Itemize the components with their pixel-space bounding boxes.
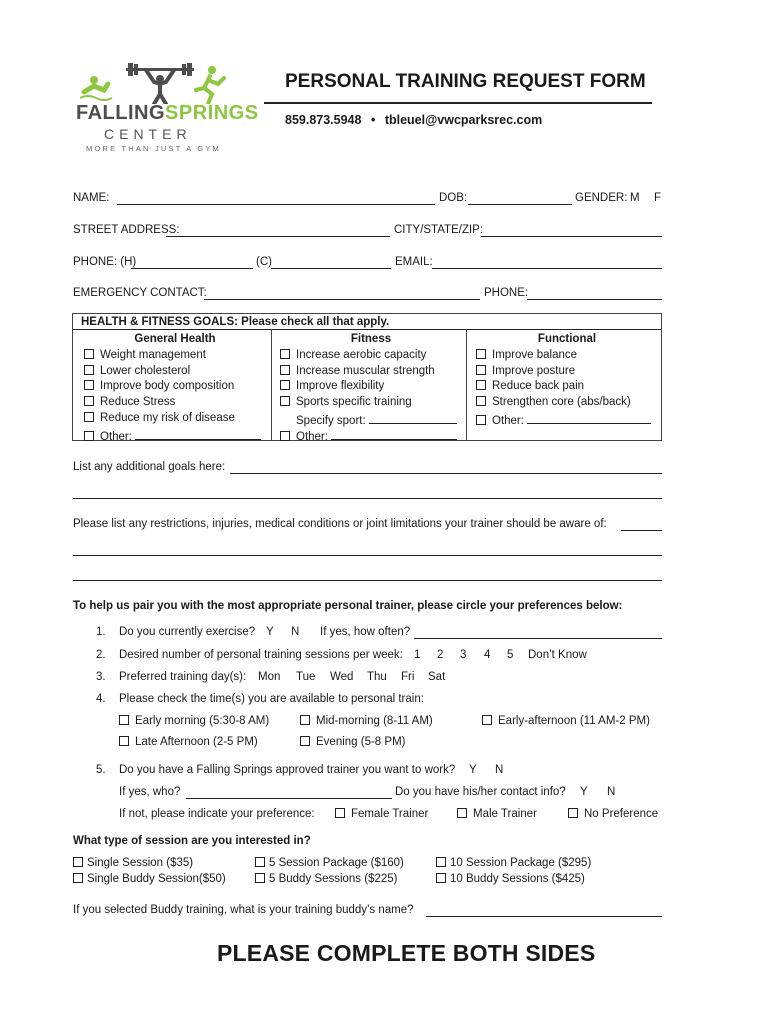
- session-heading: What type of session are you interested in?: [73, 835, 311, 847]
- general-health-title: General Health: [134, 333, 216, 345]
- time-label: Mid-morning (8-11 AM): [316, 715, 433, 727]
- day-mon[interactable]: Mon: [258, 671, 281, 683]
- goal-aerobic[interactable]: [280, 348, 462, 364]
- checkbox[interactable]: [280, 396, 290, 406]
- specify-sport-label: Specify sport:: [296, 414, 366, 427]
- restrictions-field-1[interactable]: [621, 530, 662, 531]
- goal-label: Weight management: [100, 348, 206, 361]
- goal-label: Lower cholesterol: [100, 364, 191, 377]
- q1-number: 1.: [96, 626, 106, 638]
- goal-label: Increase aerobic capacity: [296, 348, 427, 361]
- q5-if-not: If not, please indicate your preference:: [119, 808, 315, 820]
- day-fri[interactable]: Fri: [401, 671, 415, 683]
- goal-body-comp[interactable]: [84, 379, 266, 395]
- q2-option-1[interactable]: 1: [414, 649, 421, 661]
- checkbox[interactable]: [119, 736, 129, 746]
- goal-label: Sports specific training: [296, 396, 412, 409]
- time-early-morning[interactable]: [119, 715, 269, 727]
- session-10-package[interactable]: [436, 857, 591, 869]
- logo: [76, 60, 259, 156]
- functional-other-field[interactable]: [527, 411, 651, 424]
- time-label: Late Afternoon (2-5 PM): [135, 736, 258, 748]
- phone-c-label: (C): [256, 256, 272, 268]
- checkbox[interactable]: [84, 412, 94, 422]
- email-field[interactable]: [432, 268, 662, 269]
- goals-divider-2: [466, 329, 467, 440]
- logo-name-part2: SPRINGS: [165, 102, 259, 124]
- time-label: Early morning (5:30-8 AM): [135, 715, 270, 727]
- checkbox[interactable]: [568, 808, 578, 818]
- goal-label: Improve balance: [492, 348, 578, 361]
- checkbox[interactable]: [436, 857, 446, 867]
- city-field[interactable]: [481, 236, 662, 237]
- checkbox[interactable]: [482, 715, 492, 725]
- goals-divider-1: [271, 329, 272, 440]
- goal-label: Improve flexibility: [296, 380, 385, 393]
- street-field[interactable]: [166, 236, 390, 237]
- checkbox[interactable]: [476, 365, 486, 375]
- q3-text: Preferred training day(s):: [119, 671, 247, 683]
- q4-number: 4.: [96, 693, 106, 705]
- goals-table: [72, 313, 662, 441]
- additional-goals-field-2[interactable]: [73, 498, 662, 499]
- q2-option-3[interactable]: 3: [460, 649, 467, 661]
- q1-yes[interactable]: Y: [266, 626, 274, 638]
- form-title: PERSONAL TRAINING REQUEST FORM: [285, 71, 646, 92]
- functional-title: Functional: [537, 333, 597, 345]
- q5-contact-no[interactable]: N: [607, 786, 616, 798]
- goal-balance[interactable]: [476, 348, 658, 364]
- phone-c-field[interactable]: [271, 268, 391, 269]
- session-single[interactable]: [73, 857, 193, 869]
- pref-label: Female Trainer: [351, 808, 429, 820]
- q5-who-field[interactable]: [186, 798, 392, 799]
- emergency-phone-label: PHONE:: [484, 287, 529, 299]
- time-early-afternoon[interactable]: [482, 715, 650, 727]
- time-label: Early-afternoon (11 AM-2 PM): [498, 715, 650, 727]
- q5-text: Do you have a Falling Springs approved trainer you want to work?: [119, 764, 456, 776]
- goal-core[interactable]: [476, 395, 658, 411]
- time-evening[interactable]: [300, 736, 405, 748]
- q1-no[interactable]: N: [291, 626, 300, 638]
- goal-disease[interactable]: [84, 411, 266, 427]
- goal-posture[interactable]: [476, 364, 658, 380]
- session-label: 5 Session Package ($160): [269, 857, 404, 869]
- goals-heading-rule: [73, 329, 661, 330]
- checkbox[interactable]: [280, 431, 290, 441]
- pref-no-preference[interactable]: [568, 808, 658, 820]
- gender-m[interactable]: M: [630, 192, 640, 204]
- day-wed[interactable]: Wed: [330, 671, 354, 683]
- q1-text: Do you currently exercise?: [119, 626, 256, 638]
- checkbox[interactable]: [119, 715, 129, 725]
- session-label: 10 Session Package ($295): [450, 857, 592, 869]
- goal-general-other[interactable]: [84, 427, 266, 443]
- q5-contact-yes[interactable]: Y: [580, 786, 588, 798]
- session-5-buddy[interactable]: [255, 873, 398, 885]
- q5-number: 5.: [96, 764, 106, 776]
- q2-option-5[interactable]: 5: [507, 649, 514, 661]
- gender-label: GENDER:: [575, 192, 628, 204]
- restrictions-label: Please list any restrictions, injuries, medical conditions or joint limitations your trainer should be aware of:: [73, 518, 607, 530]
- time-mid-morning[interactable]: [300, 715, 433, 727]
- checkbox[interactable]: [457, 808, 467, 818]
- time-late-afternoon[interactable]: [119, 736, 258, 748]
- email-label: EMAIL:: [395, 256, 433, 268]
- restrictions-field-3[interactable]: [73, 580, 662, 581]
- dob-label: DOB:: [439, 192, 468, 204]
- checkbox[interactable]: [300, 736, 310, 746]
- q5-who-label: If yes, who?: [119, 786, 181, 798]
- checkbox[interactable]: [300, 715, 310, 725]
- logo-tagline: MORE THAN JUST A GYM: [86, 144, 221, 153]
- additional-goals-label: List any additional goals here:: [73, 461, 226, 473]
- goal-label: Strengthen core (abs/back): [492, 396, 631, 409]
- emergency-field[interactable]: [204, 299, 480, 300]
- day-sat[interactable]: Sat: [428, 671, 446, 683]
- title-rule: [264, 102, 652, 104]
- q4-text: Please check the time(s) you are available to personal train:: [119, 693, 424, 705]
- checkbox[interactable]: [84, 431, 94, 441]
- restrictions-field-2[interactable]: [73, 555, 662, 556]
- checkbox[interactable]: [73, 873, 83, 883]
- general-health-column: [84, 332, 266, 443]
- q2-option-2[interactable]: 2: [437, 649, 444, 661]
- preferences-heading: To help us pair you with the most appropriate personal trainer, please circle your preferences below:: [73, 600, 623, 612]
- q5-contact-text: Do you have his/her contact info?: [395, 786, 566, 798]
- contact-line: [285, 113, 542, 127]
- pref-male-trainer[interactable]: [457, 808, 537, 820]
- session-single-buddy[interactable]: [73, 873, 226, 885]
- dob-field[interactable]: [468, 204, 572, 205]
- checkbox[interactable]: [255, 857, 265, 867]
- goal-label: Improve body composition: [100, 380, 235, 393]
- goal-label: Improve posture: [492, 364, 576, 377]
- time-label: Evening (5-8 PM): [316, 736, 406, 748]
- logo-name-part1: FALLING: [76, 102, 166, 124]
- goal-label: Other:: [296, 430, 328, 443]
- day-thu[interactable]: Thu: [367, 671, 387, 683]
- q2-text: Desired number of personal training sessions per week:: [119, 649, 403, 661]
- goal-label: Other:: [100, 430, 132, 443]
- phone-h-label: PHONE: (H): [73, 256, 137, 268]
- session-label: Single Buddy Session($50): [87, 873, 226, 885]
- q5-yes[interactable]: Y: [469, 764, 477, 776]
- q2-option-4[interactable]: 4: [484, 649, 491, 661]
- checkbox[interactable]: [476, 349, 486, 359]
- q1-frequency-field[interactable]: [414, 638, 662, 639]
- name-label: NAME:: [73, 192, 110, 204]
- checkbox[interactable]: [436, 873, 446, 883]
- checkbox[interactable]: [280, 365, 290, 375]
- day-tue[interactable]: Tue: [296, 671, 316, 683]
- logo-subtitle: CENTER: [104, 126, 192, 142]
- footer-notice: PLEASE COMPLETE BOTH SIDES: [217, 940, 596, 966]
- fitness-title: Fitness: [350, 333, 392, 345]
- street-label: STREET ADDRESS:: [73, 224, 180, 236]
- checkbox[interactable]: [280, 380, 290, 390]
- name-field[interactable]: [117, 204, 435, 205]
- goal-back-pain[interactable]: [476, 379, 658, 395]
- goal-label: Other:: [492, 414, 524, 427]
- checkbox[interactable]: [476, 380, 486, 390]
- checkbox[interactable]: [84, 349, 94, 359]
- checkbox[interactable]: [476, 415, 486, 425]
- goals-heading: HEALTH & FITNESS GOALS: Please check all that apply.: [81, 316, 390, 328]
- buddy-name-field[interactable]: [426, 916, 662, 917]
- q2-number: 2.: [96, 649, 106, 661]
- q1-followup: If yes, how often?: [320, 626, 411, 638]
- session-label: 10 Buddy Sessions ($425): [450, 873, 585, 885]
- phone-h-field[interactable]: [131, 268, 253, 269]
- contact-email[interactable]: tbleuel@vwcparksrec.com: [384, 113, 543, 127]
- pref-label: Male Trainer: [473, 808, 537, 820]
- emergency-label: EMERGENCY CONTACT:: [73, 287, 207, 299]
- goal-label: Reduce back pain: [492, 380, 585, 393]
- goal-flexibility[interactable]: [280, 379, 462, 395]
- goal-label: Reduce Stress: [100, 396, 176, 409]
- buddy-label: If you selected Buddy training, what is your training buddy’s name?: [73, 904, 414, 916]
- fitness-column: [280, 332, 462, 443]
- goal-stress[interactable]: [84, 395, 266, 411]
- specify-sport: [280, 411, 462, 427]
- q2-option-dont-know[interactable]: Don’t Know: [528, 649, 587, 661]
- session-label: 5 Buddy Sessions ($225): [269, 873, 398, 885]
- additional-goals-field-1[interactable]: [230, 473, 662, 474]
- athletes-icon: [80, 60, 230, 104]
- checkbox[interactable]: [255, 873, 265, 883]
- fitness-other-field[interactable]: [331, 427, 457, 440]
- goal-fitness-other[interactable]: [280, 427, 462, 443]
- session-5-package[interactable]: [255, 857, 404, 869]
- pref-female-trainer[interactable]: [335, 808, 428, 820]
- gender-f[interactable]: F: [654, 192, 662, 204]
- city-label: CITY/STATE/ZIP:: [394, 224, 484, 236]
- functional-column: [476, 332, 658, 427]
- q5-no[interactable]: N: [495, 764, 504, 776]
- goal-cholesterol[interactable]: [84, 364, 266, 380]
- checkbox[interactable]: [476, 396, 486, 406]
- pref-label: No Preference: [584, 808, 659, 820]
- logo-name: [76, 102, 259, 125]
- session-label: Single Session ($35): [87, 857, 194, 869]
- checkbox[interactable]: [84, 396, 94, 406]
- contact-phone: 859.873.5948: [285, 113, 362, 127]
- contact-bullet: •: [370, 113, 376, 127]
- goal-label: Reduce my risk of disease: [100, 411, 235, 424]
- q3-number: 3.: [96, 671, 106, 683]
- goal-strength[interactable]: [280, 364, 462, 380]
- goal-weight[interactable]: [84, 348, 266, 364]
- session-10-buddy[interactable]: [436, 873, 585, 885]
- checkbox[interactable]: [84, 380, 94, 390]
- checkbox[interactable]: [73, 857, 83, 867]
- checkbox[interactable]: [335, 808, 345, 818]
- goal-label: Increase muscular strength: [296, 364, 435, 377]
- general-other-field[interactable]: [135, 427, 261, 440]
- specify-sport-field[interactable]: [369, 411, 457, 424]
- goal-functional-other[interactable]: [476, 411, 658, 427]
- checkbox[interactable]: [84, 365, 94, 375]
- checkbox[interactable]: [280, 349, 290, 359]
- goal-sports[interactable]: [280, 395, 462, 411]
- emergency-phone-field[interactable]: [527, 299, 662, 300]
